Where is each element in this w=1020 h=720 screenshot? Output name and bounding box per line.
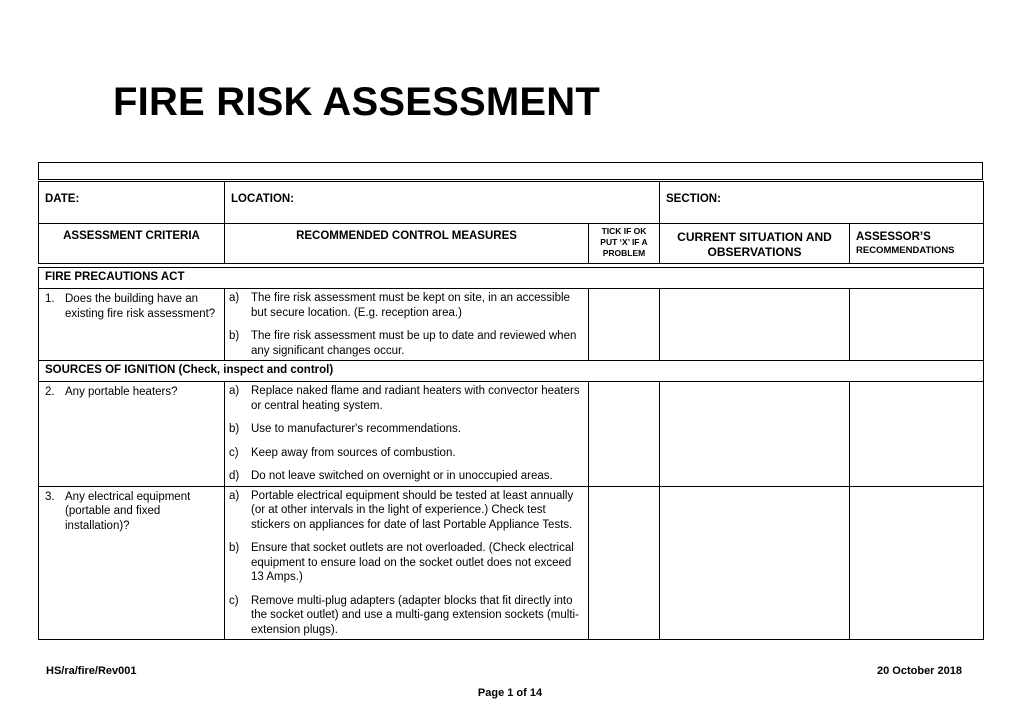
- table-row: [39, 289, 984, 361]
- criteria-cell: [39, 486, 225, 640]
- situation-line-2: OBSERVATIONS: [707, 245, 802, 259]
- measure-letter: b): [229, 423, 240, 435]
- tick-line-2: PUT ‘X’ IF A: [600, 237, 648, 247]
- page-number: Page 1 of 14: [477, 687, 543, 699]
- measure-letter: c): [229, 594, 239, 607]
- measure-text: Ensure that socket outlets are not overloaded. (Check electrical equipment to ensure load on the socket outlet does not exceed 13 Amps.): [251, 542, 574, 583]
- measure-letter: a): [229, 489, 240, 502]
- criteria-cell: [39, 289, 225, 361]
- question-text: Any portable heaters?: [65, 386, 178, 398]
- tick-cell[interactable]: [589, 289, 660, 361]
- question-text: Does the building have an existing fire risk assessment?: [65, 293, 216, 320]
- tick-cell[interactable]: [589, 382, 660, 487]
- criteria-cell: [39, 382, 225, 487]
- observations-cell[interactable]: [660, 486, 850, 640]
- col-assessment-criteria: ASSESSMENT CRITERIA: [39, 224, 225, 264]
- measures-cell: [225, 382, 589, 487]
- measures-cell: [225, 289, 589, 361]
- question-number: 2.: [45, 386, 55, 398]
- footer-reference: HS/ra/fire/Rev001: [46, 665, 137, 677]
- situation-line-1: CURRENT SITUATION AND: [677, 230, 832, 244]
- tick-cell[interactable]: [589, 486, 660, 640]
- assessment-header-table: [38, 181, 984, 264]
- assessor-label: ASSESSOR’S: [856, 231, 931, 243]
- col-recommended-control-measures: RECOMMENDED CONTROL MEASURES: [225, 224, 589, 264]
- table-row: [39, 382, 984, 487]
- table-row: [39, 486, 984, 640]
- col-tick-if-ok: [589, 224, 660, 264]
- document-title: FIRE RISK ASSESSMENT: [113, 80, 601, 124]
- recommendations-label: RECOMMENDATIONS: [856, 245, 955, 256]
- measure-text: The fire risk assessment must be up to date and reviewed when any significant changes occur.: [251, 330, 577, 357]
- recommendations-cell[interactable]: [850, 289, 984, 361]
- section-sources-of-ignition: SOURCES OF IGNITION (Check, inspect and control): [39, 361, 984, 382]
- measure-letter: c): [229, 446, 239, 459]
- location-label: LOCATION:: [225, 182, 660, 224]
- measure-letter: a): [229, 292, 240, 304]
- col-current-situation: [660, 224, 850, 264]
- blank-header-row: [38, 162, 983, 180]
- measure-letter: a): [229, 385, 240, 397]
- assessment-body-table: [38, 267, 984, 640]
- section-label: SECTION:: [660, 182, 984, 224]
- measure-text: The fire risk assessment must be kept on site, in an accessible but secure location. (E.g. reception area.): [251, 292, 570, 319]
- recommendations-cell[interactable]: [850, 382, 984, 487]
- measure-text: Remove multi-plug adapters (adapter blocks that fit directly into the socket outlet) and use a multi-gang extension sockets (multi-extension plugs).: [251, 594, 579, 636]
- section-fire-precautions-act: FIRE PRECAUTIONS ACT: [39, 268, 984, 289]
- measure-letter: b): [229, 542, 240, 554]
- date-label: DATE:: [39, 182, 225, 224]
- question-text: Any electrical equipment (portable and fixed installation)?: [65, 490, 191, 532]
- observations-cell[interactable]: [660, 289, 850, 361]
- tick-line-1: TICK IF OK: [601, 226, 647, 236]
- observations-cell[interactable]: [660, 382, 850, 487]
- col-assessors-recommendations: [850, 224, 984, 264]
- measure-text: Do not leave switched on overnight or in unoccupied areas.: [251, 470, 553, 482]
- recommendations-cell[interactable]: [850, 486, 984, 640]
- tick-line-3: PROBLEM: [602, 248, 646, 258]
- measure-text: Use to manufacturer's recommendations.: [251, 423, 461, 435]
- question-number: 1.: [45, 293, 55, 305]
- question-number: 3.: [45, 490, 55, 503]
- measures-cell: [225, 486, 589, 640]
- footer-date: 20 October 2018: [877, 665, 962, 677]
- measure-text: Keep away from sources of combustion.: [251, 446, 456, 459]
- measure-letter: b): [229, 330, 240, 342]
- measure-text: Replace naked flame and radiant heaters with convector heaters or central heating system.: [251, 385, 580, 412]
- measure-text: Portable electrical equipment should be tested at least annually (or at other intervals in the light of experience.) Check test stickers on appliances for date of last Portable Appliance Tests.: [251, 489, 574, 531]
- measure-letter: d): [229, 470, 240, 482]
